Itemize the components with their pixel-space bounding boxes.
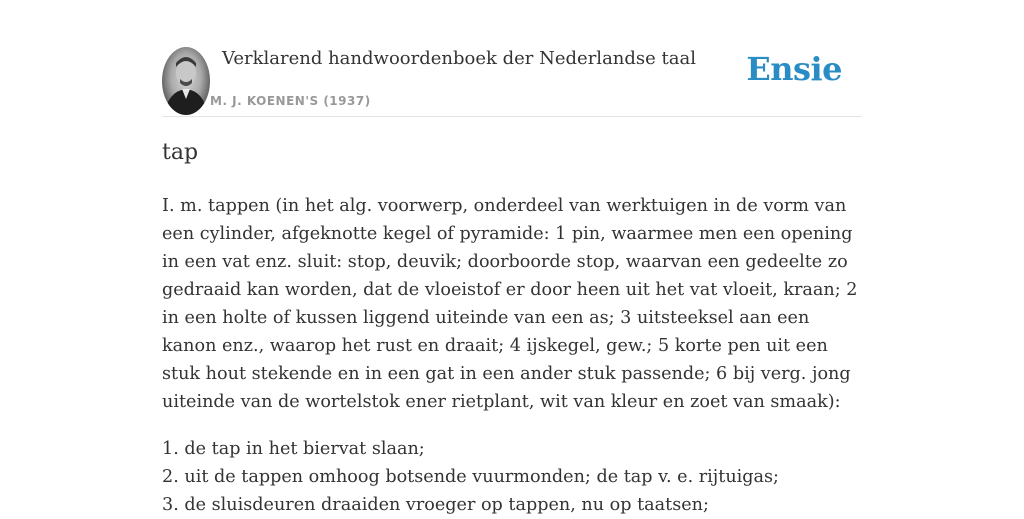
entry-headword: tap: [162, 140, 199, 165]
author-portrait-icon: [162, 47, 210, 115]
entry-definition: I. m. tappen (in het alg. voorwerp, onderdeel van werktuigen in de vorm van een cylinder, afgeknotte kegel of pyramide: 1 pin, waarmee men een opening in een vat enz. sluit: stop, deuvik; doorboorde stop, waarvan een gedeelte zo gedraaid kan worden, dat de vloeistof er door heen uit het vat vloeit, kraan; 2 in een holte of kussen liggend uiteinde van een as; 3 uitsteeksel aan een kanon enz., waarop het rust en draait; 4 ijskegel, gew.; 5 korte pen uit een stuk hout stekende en in een gat in een ander stuk passende; 6 bij verg. jong uiteinde van de wortelstok ener rietplant, wit van kleur en zoet van smaak):: [162, 196, 858, 412]
example-item: 2. uit de tappen omhoog botsende vuurmonden; de tap v. e. rijtuigas;: [162, 467, 779, 487]
site-header: [162, 44, 862, 117]
ensie-logo[interactable]: Ensie: [746, 50, 842, 88]
author-label: M. J. KOENEN'S (1937): [210, 94, 371, 108]
examples-list: [162, 435, 862, 519]
book-title: Verklarend handwoordenboek der Nederlandse taal: [222, 48, 696, 69]
example-item: 1. de tap in het biervat slaan;: [162, 439, 425, 459]
example-item: 3. de sluisdeuren draaiden vroeger op tappen, nu op taatsen;: [162, 495, 709, 515]
